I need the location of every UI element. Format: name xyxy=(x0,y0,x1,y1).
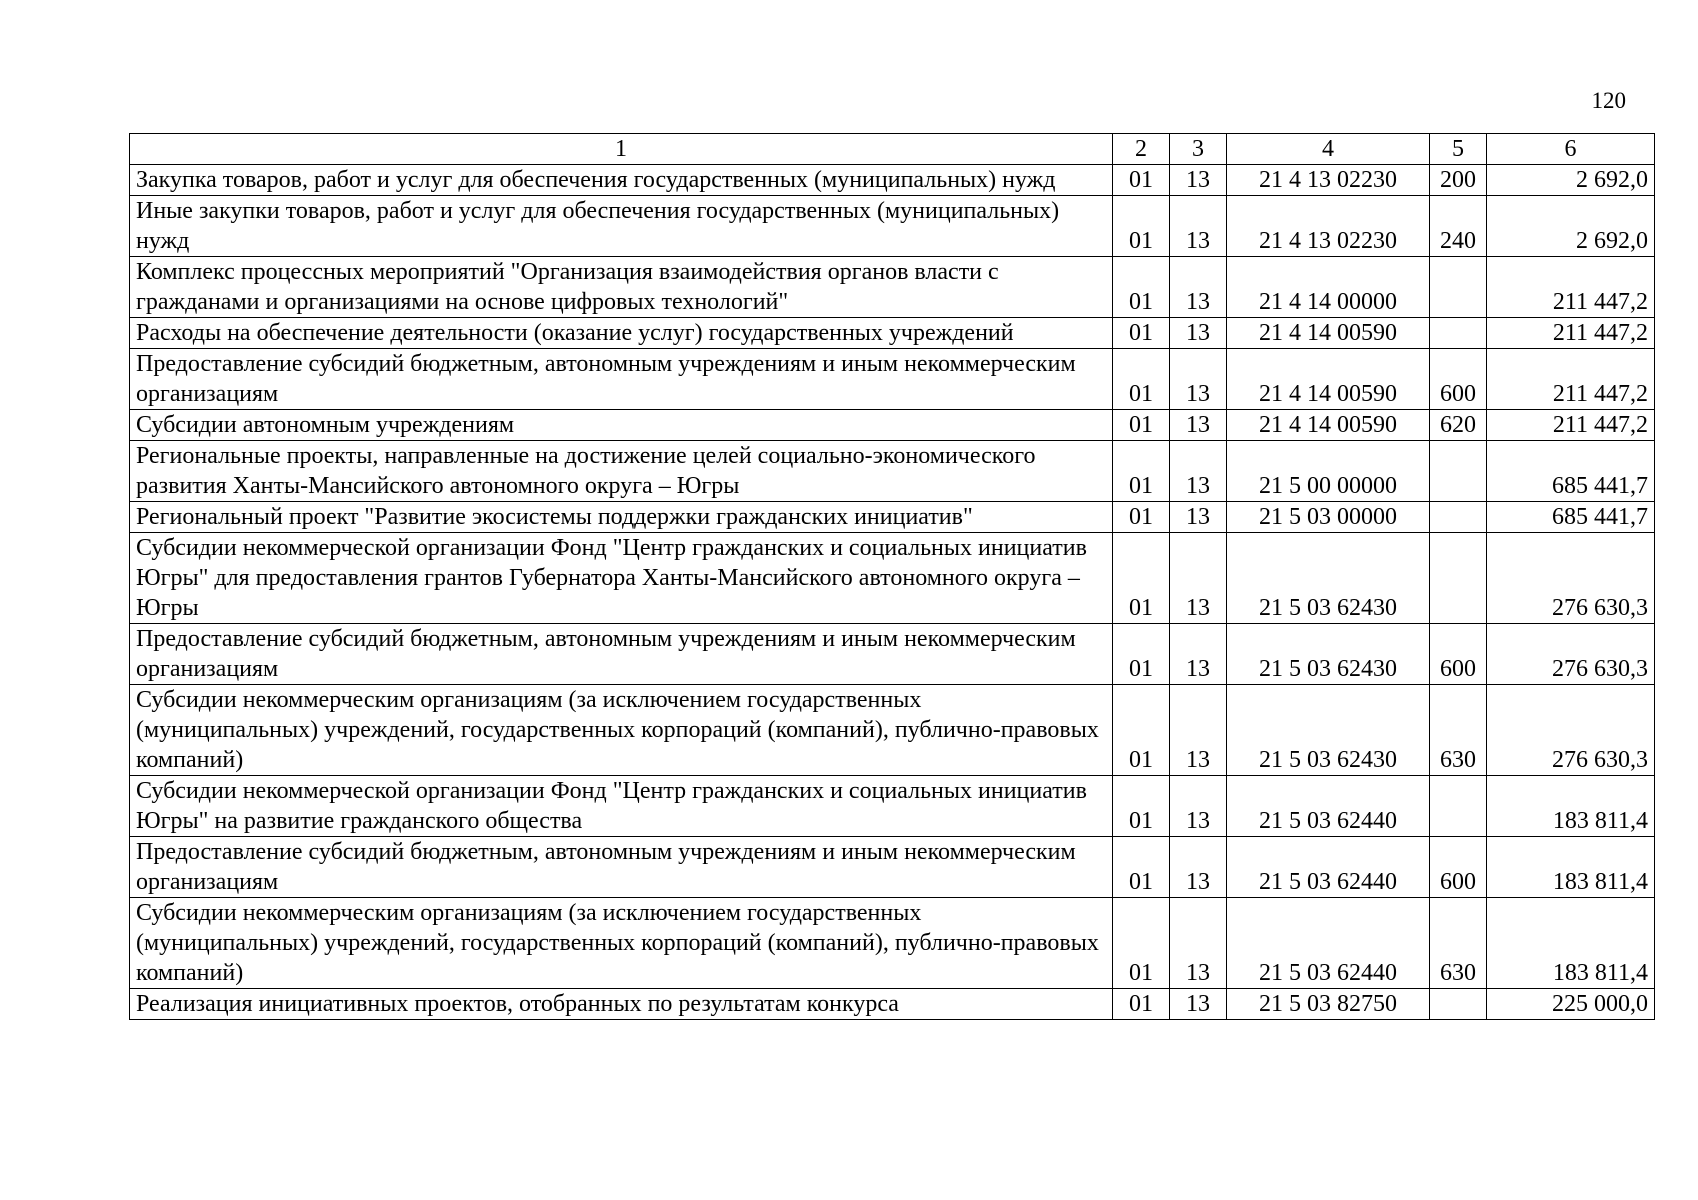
row-name: Субсидии автономным учреждениям xyxy=(130,410,1113,441)
row-amount: 183 811,4 xyxy=(1487,837,1655,898)
row-amount: 183 811,4 xyxy=(1487,776,1655,837)
row-target-code: 21 4 14 00000 xyxy=(1227,257,1430,318)
row-target-code: 21 5 00 00000 xyxy=(1227,441,1430,502)
table-row xyxy=(130,165,1655,196)
header-col-4: 4 xyxy=(1227,134,1430,165)
row-expense-type xyxy=(1430,441,1487,502)
row-expense-type xyxy=(1430,776,1487,837)
page-number: 120 xyxy=(1591,88,1626,113)
row-name: Предоставление субсидий бюджетным, автономным учреждениям и иным некоммерческим организациям xyxy=(130,837,1113,898)
row-target-code: 21 4 14 00590 xyxy=(1227,318,1430,349)
header-row xyxy=(130,134,1655,165)
header-col-6: 6 xyxy=(1487,134,1655,165)
table-row xyxy=(130,196,1655,257)
row-subsection: 13 xyxy=(1170,837,1227,898)
row-expense-type: 240 xyxy=(1430,196,1487,257)
row-subsection: 13 xyxy=(1170,989,1227,1020)
table-row xyxy=(130,410,1655,441)
row-section: 01 xyxy=(1113,196,1170,257)
row-name: Реализация инициативных проектов, отобранных по результатам конкурса xyxy=(130,989,1113,1020)
row-section: 01 xyxy=(1113,837,1170,898)
row-expense-type xyxy=(1430,989,1487,1020)
row-name: Предоставление субсидий бюджетным, автономным учреждениям и иным некоммерческим организациям xyxy=(130,349,1113,410)
header-col-2: 2 xyxy=(1113,134,1170,165)
row-target-code: 21 5 03 62430 xyxy=(1227,624,1430,685)
budget-table xyxy=(129,133,1655,1020)
table-row xyxy=(130,533,1655,624)
row-expense-type xyxy=(1430,502,1487,533)
row-expense-type: 630 xyxy=(1430,898,1487,989)
row-section: 01 xyxy=(1113,624,1170,685)
row-target-code: 21 4 14 00590 xyxy=(1227,410,1430,441)
header-col-5: 5 xyxy=(1430,134,1487,165)
row-expense-type xyxy=(1430,257,1487,318)
row-target-code: 21 4 13 02230 xyxy=(1227,165,1430,196)
row-target-code: 21 5 03 62430 xyxy=(1227,685,1430,776)
row-section: 01 xyxy=(1113,533,1170,624)
row-target-code: 21 5 03 62440 xyxy=(1227,898,1430,989)
row-amount: 2 692,0 xyxy=(1487,196,1655,257)
row-amount: 276 630,3 xyxy=(1487,624,1655,685)
row-name: Иные закупки товаров, работ и услуг для обеспечения государственных (муниципальных) нужд xyxy=(130,196,1113,257)
row-subsection: 13 xyxy=(1170,624,1227,685)
row-subsection: 13 xyxy=(1170,410,1227,441)
row-expense-type xyxy=(1430,533,1487,624)
row-name: Региональный проект "Развитие экосистемы поддержки гражданских инициатив" xyxy=(130,502,1113,533)
table-row xyxy=(130,502,1655,533)
row-target-code: 21 5 03 62440 xyxy=(1227,776,1430,837)
row-subsection: 13 xyxy=(1170,165,1227,196)
row-section: 01 xyxy=(1113,685,1170,776)
row-subsection: 13 xyxy=(1170,776,1227,837)
row-expense-type: 200 xyxy=(1430,165,1487,196)
row-target-code: 21 4 14 00590 xyxy=(1227,349,1430,410)
row-subsection: 13 xyxy=(1170,685,1227,776)
table-row xyxy=(130,624,1655,685)
row-amount: 2 692,0 xyxy=(1487,165,1655,196)
row-name: Субсидии некоммерческим организациям (за исключением государственных (муниципальных) учреждений, государственных корпораций (компаний), публично-правовых компаний) xyxy=(130,685,1113,776)
row-amount: 276 630,3 xyxy=(1487,533,1655,624)
table-row xyxy=(130,441,1655,502)
row-name: Субсидии некоммерческой организации Фонд "Центр гражданских и социальных инициатив Югры" для предоставления грантов Губернатора Ханты-Мансийского автономного округа – Югры xyxy=(130,533,1113,624)
row-name: Субсидии некоммерческим организациям (за исключением государственных (муниципальных) учреждений, государственных корпораций (компаний), публично-правовых компаний) xyxy=(130,898,1113,989)
row-subsection: 13 xyxy=(1170,441,1227,502)
row-section: 01 xyxy=(1113,165,1170,196)
header-col-3: 3 xyxy=(1170,134,1227,165)
row-target-code: 21 5 03 62430 xyxy=(1227,533,1430,624)
table-row xyxy=(130,318,1655,349)
row-section: 01 xyxy=(1113,410,1170,441)
row-expense-type: 600 xyxy=(1430,624,1487,685)
row-subsection: 13 xyxy=(1170,349,1227,410)
row-target-code: 21 5 03 00000 xyxy=(1227,502,1430,533)
row-section: 01 xyxy=(1113,257,1170,318)
row-section: 01 xyxy=(1113,441,1170,502)
row-section: 01 xyxy=(1113,898,1170,989)
row-name: Комплекс процессных мероприятий "Организация взаимодействия органов власти с гражданами и организациями на основе цифровых технологий" xyxy=(130,257,1113,318)
header-col-1: 1 xyxy=(130,134,1113,165)
table-row xyxy=(130,685,1655,776)
row-section: 01 xyxy=(1113,776,1170,837)
row-target-code: 21 5 03 82750 xyxy=(1227,989,1430,1020)
row-amount: 183 811,4 xyxy=(1487,898,1655,989)
row-expense-type: 620 xyxy=(1430,410,1487,441)
row-section: 01 xyxy=(1113,318,1170,349)
row-subsection: 13 xyxy=(1170,257,1227,318)
row-subsection: 13 xyxy=(1170,196,1227,257)
table-row xyxy=(130,349,1655,410)
row-subsection: 13 xyxy=(1170,502,1227,533)
table-row xyxy=(130,776,1655,837)
row-subsection: 13 xyxy=(1170,533,1227,624)
row-expense-type: 600 xyxy=(1430,837,1487,898)
row-amount: 211 447,2 xyxy=(1487,257,1655,318)
row-name: Субсидии некоммерческой организации Фонд "Центр гражданских и социальных инициатив Югры" на развитие гражданского общества xyxy=(130,776,1113,837)
row-target-code: 21 5 03 62440 xyxy=(1227,837,1430,898)
row-name: Региональные проекты, направленные на достижение целей социально-экономического развития Ханты-Мансийского автономного округа – Югры xyxy=(130,441,1113,502)
row-name: Закупка товаров, работ и услуг для обеспечения государственных (муниципальных) нужд xyxy=(130,165,1113,196)
row-expense-type: 630 xyxy=(1430,685,1487,776)
row-expense-type: 600 xyxy=(1430,349,1487,410)
row-amount: 685 441,7 xyxy=(1487,502,1655,533)
row-amount: 211 447,2 xyxy=(1487,349,1655,410)
row-amount: 276 630,3 xyxy=(1487,685,1655,776)
table-row xyxy=(130,257,1655,318)
table-row xyxy=(130,837,1655,898)
row-subsection: 13 xyxy=(1170,318,1227,349)
row-amount: 211 447,2 xyxy=(1487,410,1655,441)
table-row xyxy=(130,989,1655,1020)
row-section: 01 xyxy=(1113,989,1170,1020)
row-amount: 225 000,0 xyxy=(1487,989,1655,1020)
row-amount: 685 441,7 xyxy=(1487,441,1655,502)
row-section: 01 xyxy=(1113,349,1170,410)
row-subsection: 13 xyxy=(1170,898,1227,989)
table-row xyxy=(130,898,1655,989)
row-name: Предоставление субсидий бюджетным, автономным учреждениям и иным некоммерческим организациям xyxy=(130,624,1113,685)
row-target-code: 21 4 13 02230 xyxy=(1227,196,1430,257)
row-amount: 211 447,2 xyxy=(1487,318,1655,349)
row-expense-type xyxy=(1430,318,1487,349)
row-section: 01 xyxy=(1113,502,1170,533)
row-name: Расходы на обеспечение деятельности (оказание услуг) государственных учреждений xyxy=(130,318,1113,349)
